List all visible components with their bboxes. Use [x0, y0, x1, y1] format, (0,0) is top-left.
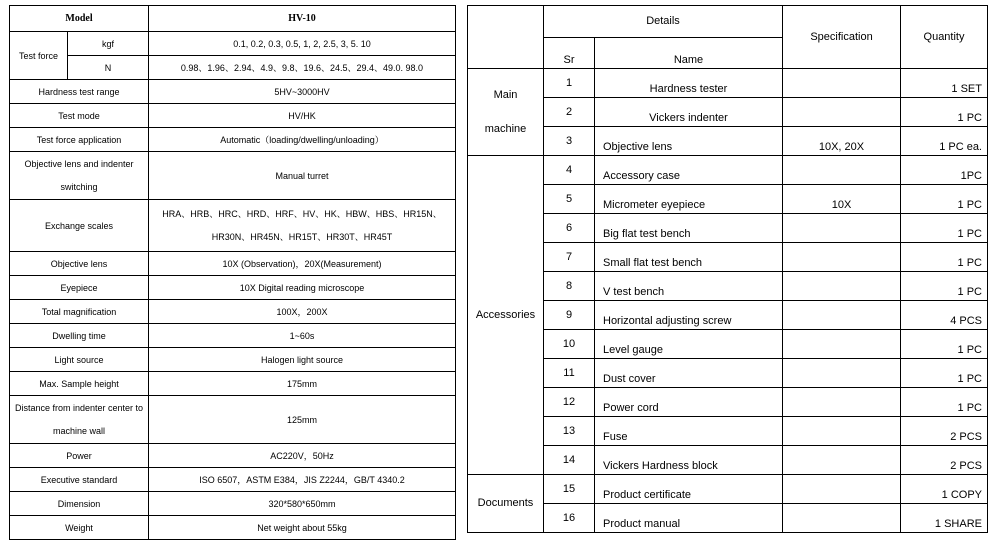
table-row — [468, 98, 988, 127]
item-qty: 1 COPY — [901, 475, 988, 504]
item-qty: 2 PCS — [901, 417, 988, 446]
table-row — [10, 516, 456, 540]
item-name: Horizontal adjusting screw — [595, 301, 783, 330]
table-row — [468, 156, 988, 185]
spec-value: 100X，200X — [149, 300, 456, 324]
sr-cell: 15 — [544, 475, 595, 504]
table-row — [468, 359, 988, 388]
item-name: Product manual — [595, 504, 783, 533]
spec-label: Executive standard — [10, 468, 149, 492]
item-qty: 1 PC — [901, 185, 988, 214]
spec-label: Eyepiece — [10, 276, 149, 300]
table-row — [10, 396, 456, 444]
item-spec — [783, 301, 901, 330]
item-name: Power cord — [595, 388, 783, 417]
spec-label: Max. Sample height — [10, 372, 149, 396]
item-name: V test bench — [595, 272, 783, 301]
spec-value: Halogen light source — [149, 348, 456, 372]
table-row — [10, 348, 456, 372]
table-row — [10, 492, 456, 516]
table-row — [468, 214, 988, 243]
item-spec — [783, 359, 901, 388]
sr-cell: 5 — [544, 185, 595, 214]
table-row — [468, 301, 988, 330]
table-row — [10, 276, 456, 300]
table-row — [468, 417, 988, 446]
spec-label: Distance from indenter center to machine wall — [10, 396, 149, 444]
group-main-machine — [468, 69, 544, 156]
item-spec — [783, 417, 901, 446]
item-spec — [783, 330, 901, 359]
item-name: Small flat test bench — [595, 243, 783, 272]
item-qty: 1PC — [901, 156, 988, 185]
quantity-header: Quantity — [901, 6, 988, 69]
test-force-kgf-unit: kgf — [68, 32, 149, 56]
spec-value: 5HV~3000HV — [149, 80, 456, 104]
spec-value: 320*580*650mm — [149, 492, 456, 516]
sr-cell: 13 — [544, 417, 595, 446]
spec-value: Net weight about 55kg — [149, 516, 456, 540]
spec-label: Objective lens — [10, 252, 149, 276]
test-force-label: Test force — [10, 32, 68, 80]
sr-cell: 16 — [544, 504, 595, 533]
spec-label: Test mode — [10, 104, 149, 128]
spec-value: HRA、HRB、HRC、HRD、HRF、HV、HK、HBW、HBS、HR15N、HR30N、HR45N、HR15T、HR30T、HR45T — [149, 200, 456, 252]
table-row — [10, 300, 456, 324]
sr-cell: 4 — [544, 156, 595, 185]
model-value: HV-10 — [149, 6, 456, 32]
table-row — [10, 252, 456, 276]
table-row — [468, 272, 988, 301]
sr-cell: 3 — [544, 127, 595, 156]
specification-table — [9, 5, 456, 540]
item-spec: 10X, 20X — [783, 127, 901, 156]
table-row — [10, 444, 456, 468]
item-spec — [783, 156, 901, 185]
table-row — [468, 475, 988, 504]
spec-value: AC220V，50Hz — [149, 444, 456, 468]
spec-label: Light source — [10, 348, 149, 372]
sr-cell: 14 — [544, 446, 595, 475]
spec-label: Hardness test range — [10, 80, 149, 104]
item-qty: 1 PC — [901, 388, 988, 417]
item-qty: 2 PCS — [901, 446, 988, 475]
item-qty: 1 PC — [901, 214, 988, 243]
sr-cell: 8 — [544, 272, 595, 301]
spec-value: 125mm — [149, 396, 456, 444]
item-name: Product certificate — [595, 475, 783, 504]
item-name: Hardness tester — [595, 69, 783, 98]
table-row — [10, 104, 456, 128]
spec-header-row — [10, 6, 456, 32]
spec-label: Dimension — [10, 492, 149, 516]
table-row — [10, 468, 456, 492]
spec-value: 175mm — [149, 372, 456, 396]
item-spec — [783, 98, 901, 127]
item-name: Objective lens — [595, 127, 783, 156]
test-force-n-unit: N — [68, 56, 149, 80]
item-name: Dust cover — [595, 359, 783, 388]
sr-header: Sr — [544, 38, 595, 69]
item-qty: 1 PC ea. — [901, 127, 988, 156]
item-name: Big flat test bench — [595, 214, 783, 243]
item-spec — [783, 504, 901, 533]
group-documents: Documents — [468, 475, 544, 533]
table-row — [468, 330, 988, 359]
spec-value: Automatic（loading/dwelling/unloading） — [149, 128, 456, 152]
item-name: Level gauge — [595, 330, 783, 359]
test-force-kgf-value: 0.1, 0.2, 0.3, 0.5, 1, 2, 2.5, 3, 5. 10 — [149, 32, 456, 56]
spec-value: HV/HK — [149, 104, 456, 128]
item-qty: 1 PC — [901, 330, 988, 359]
item-spec — [783, 475, 901, 504]
sr-cell: 7 — [544, 243, 595, 272]
item-name: Vickers indenter — [595, 98, 783, 127]
test-force-n-value: 0.98、1.96、2.94、4.9、9.8、19.6、24.5、29.4、49.0. 98.0 — [149, 56, 456, 80]
spec-label: Objective lens and indenter switching — [10, 152, 149, 200]
spec-label: Dwelling time — [10, 324, 149, 348]
spec-value: ISO 6507，ASTM E384，JIS Z2244，GB/T 4340.2 — [149, 468, 456, 492]
item-qty: 1 PC — [901, 359, 988, 388]
specification-header: Specification — [783, 6, 901, 69]
item-qty: 1 PC — [901, 243, 988, 272]
item-qty: 1 SET — [901, 69, 988, 98]
item-name: Vickers Hardness block — [595, 446, 783, 475]
table-row — [468, 127, 988, 156]
item-spec — [783, 272, 901, 301]
table-row — [468, 243, 988, 272]
sr-cell: 2 — [544, 98, 595, 127]
table-row — [468, 446, 988, 475]
item-name: Fuse — [595, 417, 783, 446]
model-label: Model — [10, 6, 149, 32]
spec-label: Weight — [10, 516, 149, 540]
packing-header-row — [468, 6, 988, 38]
table-row — [468, 185, 988, 214]
spec-value: 10X (Observation)，20X(Measurement) — [149, 252, 456, 276]
table-row — [10, 80, 456, 104]
sr-cell: 9 — [544, 301, 595, 330]
item-name: Accessory case — [595, 156, 783, 185]
packing-list-table — [467, 5, 988, 533]
test-force-kgf-row — [10, 32, 456, 56]
item-spec — [783, 388, 901, 417]
name-header: Name — [595, 38, 783, 69]
sr-cell: 10 — [544, 330, 595, 359]
test-force-n-row — [10, 56, 456, 80]
spec-label: Exchange scales — [10, 200, 149, 252]
spec-value: 10X Digital reading microscope — [149, 276, 456, 300]
table-row — [10, 128, 456, 152]
spec-value: Manual turret — [149, 152, 456, 200]
sr-cell: 1 — [544, 69, 595, 98]
group-header-cell — [468, 6, 544, 69]
spec-label: Test force application — [10, 128, 149, 152]
details-header: Details — [544, 6, 783, 38]
table-row — [468, 504, 988, 533]
item-qty: 1 PC — [901, 272, 988, 301]
item-spec — [783, 214, 901, 243]
table-row — [10, 324, 456, 348]
table-row — [10, 200, 456, 252]
item-spec — [783, 446, 901, 475]
item-spec — [783, 243, 901, 272]
table-row — [10, 372, 456, 396]
item-name: Micrometer eyepiece — [595, 185, 783, 214]
table-row — [10, 152, 456, 200]
item-qty: 1 SHARE — [901, 504, 988, 533]
table-row — [468, 69, 988, 98]
item-spec: 10X — [783, 185, 901, 214]
item-spec — [783, 69, 901, 98]
group-label: Main machine — [484, 89, 527, 135]
item-qty: 4 PCS — [901, 301, 988, 330]
group-accessories: Accessories — [468, 156, 544, 475]
sr-cell: 12 — [544, 388, 595, 417]
table-row — [468, 388, 988, 417]
item-qty: 1 PC — [901, 98, 988, 127]
spec-label: Power — [10, 444, 149, 468]
spec-value: 1~60s — [149, 324, 456, 348]
sr-cell: 11 — [544, 359, 595, 388]
sr-cell: 6 — [544, 214, 595, 243]
spec-label: Total magnification — [10, 300, 149, 324]
